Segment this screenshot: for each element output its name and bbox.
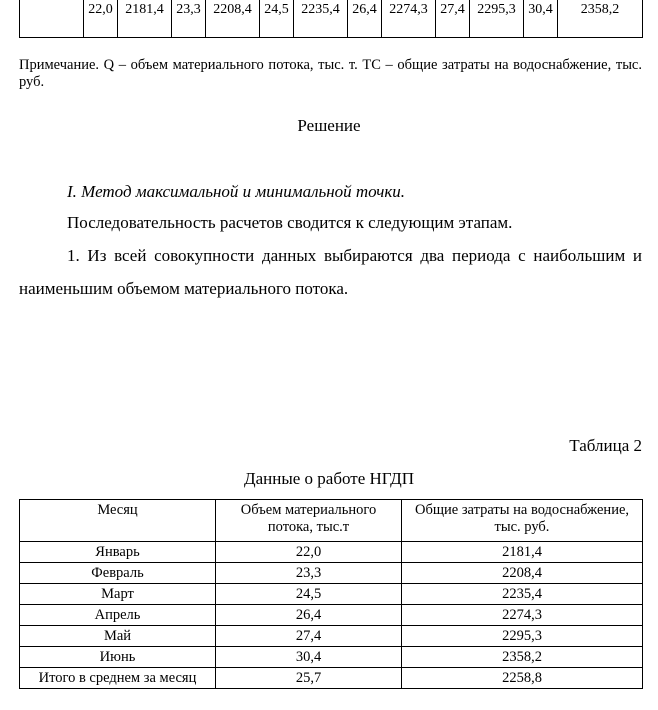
table-cell: 27,4 bbox=[436, 0, 470, 38]
table-cell: 24,5 bbox=[216, 584, 402, 605]
table-cell: 23,3 bbox=[216, 563, 402, 584]
table-row bbox=[20, 0, 643, 38]
table-cell: 2181,4 bbox=[118, 0, 172, 38]
table-cell: 2235,4 bbox=[402, 584, 643, 605]
method-title: I. Метод максимальной и минимальной точки. bbox=[67, 182, 406, 201]
table-cell: 26,4 bbox=[348, 0, 382, 38]
table-number: Таблица 2 bbox=[569, 436, 642, 455]
table-note: Примечание. Q – объем материального потока, тыс. т. TC – общие затраты на водоснабжение, тыс. руб. bbox=[19, 57, 642, 90]
table-cell: 2358,2 bbox=[558, 0, 643, 38]
column-header-costs: Общие затраты на водоснабжение, тыс. руб. bbox=[402, 500, 643, 542]
table-cell: Май bbox=[20, 626, 216, 647]
main-data-table bbox=[19, 499, 643, 689]
table-row bbox=[20, 584, 643, 605]
table-cell: 2235,4 bbox=[294, 0, 348, 38]
table-cell: 2358,2 bbox=[402, 647, 643, 668]
table-cell: 2258,8 bbox=[402, 668, 643, 689]
table-cell: 22,0 bbox=[216, 542, 402, 563]
table-cell: 2274,3 bbox=[402, 605, 643, 626]
table-row bbox=[20, 563, 643, 584]
solution-heading: Решение bbox=[297, 116, 361, 135]
table-cell: 30,4 bbox=[216, 647, 402, 668]
table-cell: Март bbox=[20, 584, 216, 605]
table-row bbox=[20, 626, 643, 647]
table-row-total bbox=[20, 668, 643, 689]
table-cell: 2208,4 bbox=[206, 0, 260, 38]
top-data-table bbox=[19, 0, 643, 38]
table-title: Данные о работе НГДП bbox=[244, 469, 414, 488]
table-cell: Январь bbox=[20, 542, 216, 563]
table-cell: 26,4 bbox=[216, 605, 402, 626]
table-header-row bbox=[20, 500, 643, 542]
step-one-paragraph: 1. Из всей совокупности данных выбираются два периода с наибольшим и наименьшим объемом материального потока. bbox=[19, 246, 642, 298]
table-cell: 27,4 bbox=[216, 626, 402, 647]
table-cell: Итого в среднем за месяц bbox=[20, 668, 216, 689]
table-cell: Июнь bbox=[20, 647, 216, 668]
table-cell: 2295,3 bbox=[470, 0, 524, 38]
table-cell bbox=[20, 0, 84, 38]
table-cell: 2274,3 bbox=[382, 0, 436, 38]
column-header-volume: Объем материального потока, тыс.т bbox=[216, 500, 402, 542]
table-cell: 22,0 bbox=[84, 0, 118, 38]
table-cell: 23,3 bbox=[172, 0, 206, 38]
table-cell: Апрель bbox=[20, 605, 216, 626]
table-row bbox=[20, 542, 643, 563]
table-row bbox=[20, 647, 643, 668]
sequence-paragraph: Последовательность расчетов сводится к следующим этапам. bbox=[67, 213, 513, 232]
table-cell: 2295,3 bbox=[402, 626, 643, 647]
table-cell: 2208,4 bbox=[402, 563, 643, 584]
column-header-month: Месяц bbox=[20, 500, 216, 542]
table-cell: Февраль bbox=[20, 563, 216, 584]
table-cell: 25,7 bbox=[216, 668, 402, 689]
table-cell: 2181,4 bbox=[402, 542, 643, 563]
table-cell: 30,4 bbox=[524, 0, 558, 38]
table-row bbox=[20, 605, 643, 626]
table-cell: 24,5 bbox=[260, 0, 294, 38]
